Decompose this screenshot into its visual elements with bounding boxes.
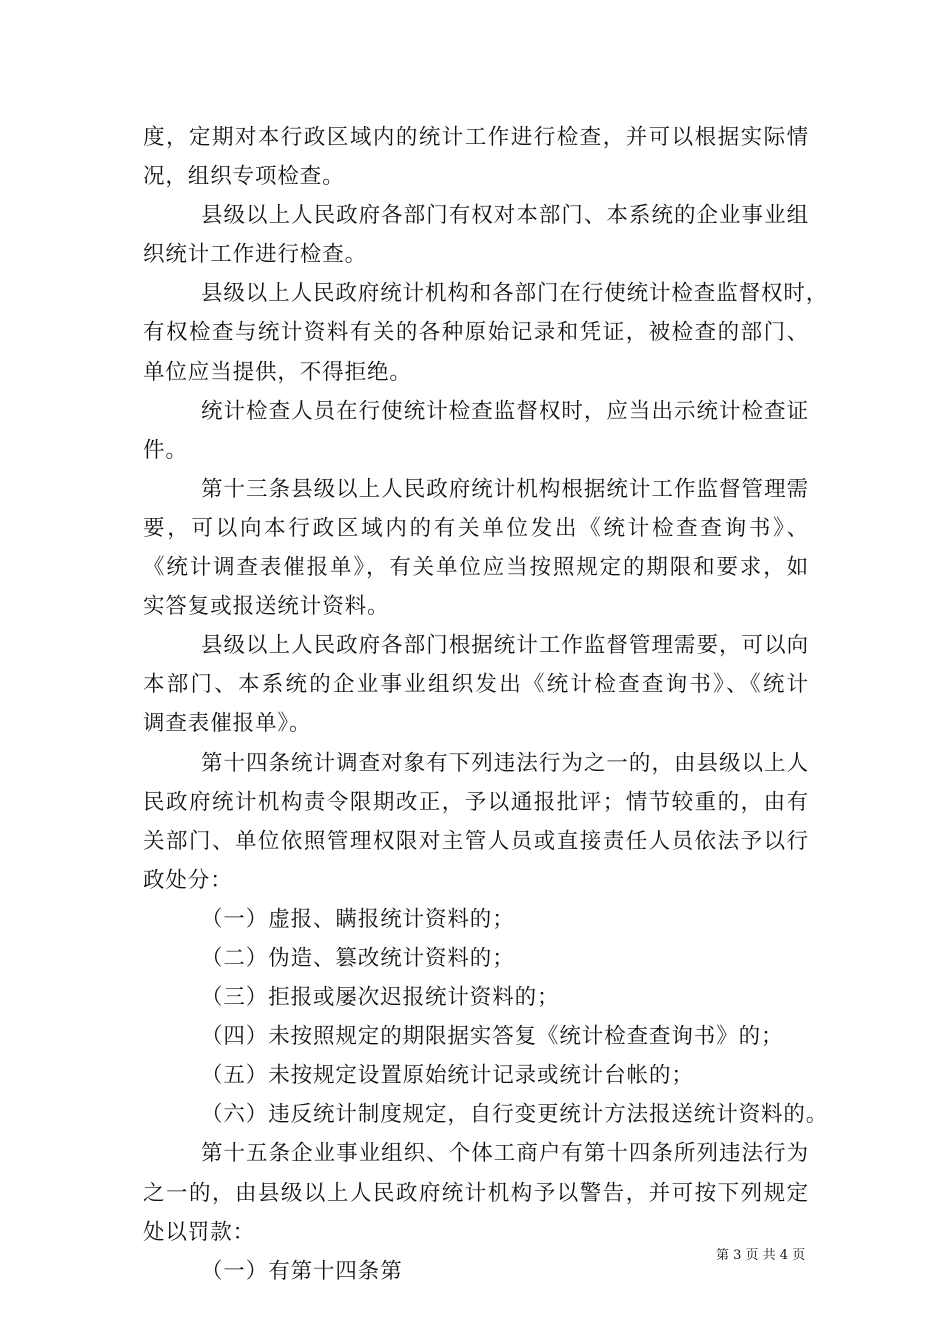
text-line: 第十三条县级以上人民政府统计机构根据统计工作监督管理需 <box>201 476 809 502</box>
text-line: 第十四条统计调查对象有下列违法行为之一的，由县级以上人 <box>201 750 809 776</box>
list-item: （四）未按照规定的期限据实答复《统计检查查询书》的； <box>201 1024 784 1050</box>
list-item: （六）违反统计制度规定，自行变更统计方法报送统计资料的。 <box>201 1102 829 1128</box>
text-line: 《统计调查表催报单》，有关单位应当按照规定的期限和要求，如 <box>143 555 809 581</box>
text-line: 要，可以向本行政区域内的有关单位发出《统计检查查询书》、 <box>143 515 809 541</box>
text-line: 之一的，由县级以上人民政府统计机构予以警告，并可按下列规定 <box>143 1180 809 1206</box>
text-line: 件。 <box>143 437 188 463</box>
text-line: 度，定期对本行政区域内的统计工作进行检查，并可以根据实际情 <box>143 125 809 150</box>
text-line: 县级以上人民政府统计机构和各部门在行使统计检查监督权时， <box>201 281 829 307</box>
text-line: 织统计工作进行检查。 <box>143 242 368 268</box>
text-line: 民政府统计机构责令限期改正，予以通报批评；情节较重的，由有 <box>143 789 809 815</box>
list-item: （三）拒报或屡次迟报统计资料的； <box>201 985 560 1011</box>
list-item: （二）伪造、篡改统计资料的； <box>201 945 515 971</box>
text-line: 调查表催报单》。 <box>143 711 312 737</box>
text-line: 本部门、本系统的企业事业组织发出《统计检查查询书》、《统计 <box>143 672 809 698</box>
document-body <box>143 118 829 1291</box>
list-item: （一）有第十四条第 <box>201 1258 403 1284</box>
text-line: 处以罚款： <box>143 1219 256 1245</box>
text-line: 有权检查与统计资料有关的各种原始记录和凭证，被检查的部门、 <box>143 320 809 346</box>
text-line: 县级以上人民政府各部门有权对本部门、本系统的企业事业组 <box>201 203 809 229</box>
text-line: 实答复或报送统计资料。 <box>143 594 390 620</box>
text-line: 况，组织专项检查。 <box>143 164 345 190</box>
page-number: 第 3 页 共 4 页 <box>716 1248 806 1263</box>
list-item: （一）虚报、瞒报统计资料的； <box>201 906 515 932</box>
text-line: 县级以上人民政府各部门根据统计工作监督管理需要，可以向 <box>201 633 809 659</box>
list-item: （五）未按规定设置原始统计记录或统计台帐的； <box>201 1063 694 1089</box>
text-line: 统计检查人员在行使统计检查监督权时，应当出示统计检查证 <box>201 398 809 424</box>
text-line: 政处分： <box>143 867 233 893</box>
text-line: 关部门、单位依照管理权限对主管人员或直接责任人员依法予以行 <box>143 828 809 854</box>
text-line: 第十五条企业事业组织、个体工商户有第十四条所列违法行为 <box>201 1141 809 1167</box>
text-line: 单位应当提供，不得拒绝。 <box>143 359 412 385</box>
